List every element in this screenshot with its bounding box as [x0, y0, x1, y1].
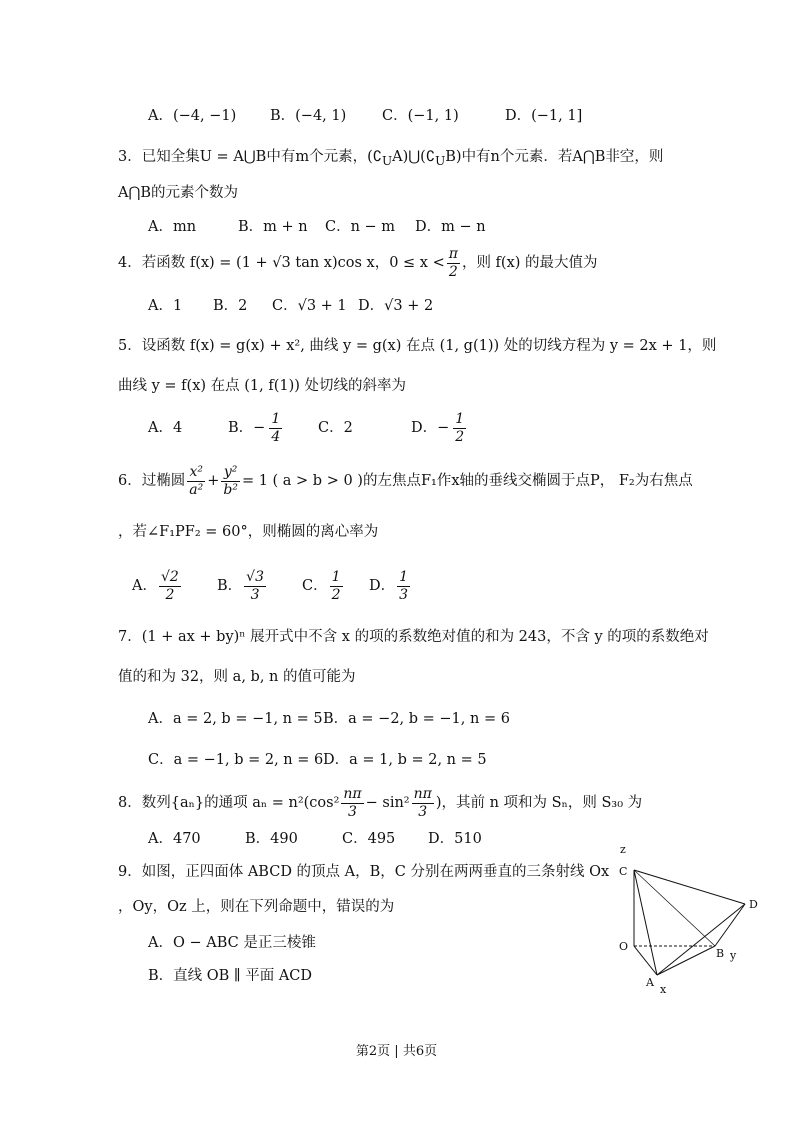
q4-option-c: C．√3 + 1 [272, 298, 347, 314]
q7-option-a: A．a = 2, b = −1, n = 5 [148, 711, 323, 727]
q6-option-c-label: C． [302, 578, 328, 594]
q6-option-d-fraction [397, 569, 410, 604]
q3-option-d: D．m − n [415, 219, 486, 235]
q3-stem-c: B)中有n个元素．若A⋂B非空，则 [445, 149, 664, 165]
q6-option-d [369, 566, 412, 606]
q8-fraction-2-num: nπ [413, 785, 432, 802]
q8-fraction-1-den: 3 [348, 803, 357, 820]
q6-option-d-num: 1 [399, 568, 409, 585]
q4-stem-b: ，则 f(x) 的最大值为 [461, 255, 598, 271]
tetrahedron-diagram [610, 840, 770, 1000]
q4-fraction-den: 2 [448, 263, 458, 280]
label-x: x [660, 983, 667, 996]
q6-fraction-x-num: x² [187, 464, 205, 482]
q5-option-d [411, 410, 468, 446]
q6-fraction-x-den: a² [189, 481, 204, 498]
q3-complement-sub-1: U [381, 153, 393, 168]
q3-stem-a: 3．已知全集U = A⋃B中有m个元素，(∁ [118, 149, 382, 165]
q5-option-a: A．4 [148, 420, 183, 436]
q6-option-d-label: D． [369, 578, 396, 594]
q9-option-a: A．O − ABC 是正三棱锥 [148, 935, 316, 951]
label-b: B [716, 947, 725, 960]
q4-fraction [447, 246, 460, 281]
q5-option-d-num: 1 [455, 410, 465, 427]
q6-option-b [217, 566, 268, 606]
q5-stem-line2: 曲线 y = f(x) 在点 (1, f(1)) 处切线的斜率为 [118, 378, 407, 394]
edge-ad [657, 904, 745, 975]
edge-cd [634, 870, 745, 904]
q9-stem-line2: ，Oy，Oz 上，则在下列命题中，错误的为 [118, 899, 395, 915]
q7-option-d: D．a = 1, b = 2, n = 5 [323, 752, 487, 768]
q7-stem-line2: 值的和为 32，则 a, b, n 的值可能为 [118, 669, 356, 685]
q6-fraction-y-den: b² [223, 481, 238, 498]
q5-stem-line1: 5．设函数 f(x) = g(x) + x², 曲线 y = g(x) 在点 (1, g(1)) 处的切线方程为 y = 2x + 1，则 [118, 338, 717, 354]
q4-stem [118, 245, 598, 281]
q8-stem-pre: 8．数列{aₙ}的通项 aₙ = n²(cos² [118, 795, 340, 811]
q4-option-a: A．1 [148, 298, 183, 314]
q4-stem-a: 4．若函数 f(x) = (1 + √3 tan x)cos x，0 ≤ x < [118, 255, 445, 271]
q6-option-b-den: 3 [250, 586, 260, 603]
q6-option-a-fraction [159, 569, 181, 604]
q3-option-c: C．n − m [325, 219, 396, 235]
q2-option-d: D．(−1, 1] [505, 108, 583, 124]
q5-option-b-den: 4 [271, 428, 281, 445]
q5-option-c: C．2 [318, 420, 353, 436]
q8-option-b: B．490 [245, 831, 298, 847]
label-a: A [646, 976, 654, 989]
q4-option-b: B．2 [213, 298, 248, 314]
q8-option-a: A．470 [148, 831, 201, 847]
q5-option-b-fraction [269, 411, 282, 446]
q5-option-d-den: 2 [455, 428, 465, 445]
q6-stem-post: = 1 ( a > b > 0 )的左焦点F₁作x轴的垂线交椭圆于点P， F₂为右焦点 [241, 473, 693, 489]
q4-fraction-num: π [448, 245, 458, 262]
q3-option-a: A．mn [148, 219, 197, 235]
edge-ab [657, 946, 715, 975]
edge-cb [634, 870, 715, 946]
q6-option-b-fraction [244, 569, 266, 604]
label-d: D [749, 898, 758, 911]
q3-stem-b: A)⋃(∁ [392, 149, 436, 165]
q6-option-a [132, 566, 183, 606]
q6-stem-pre: 6．过椭圆 [118, 473, 186, 489]
q5-option-b-minus: − [253, 420, 266, 436]
q9-option-b: B．直线 OB ∥ 平面 ACD [148, 968, 313, 984]
q6-option-a-label: A． [132, 578, 157, 594]
q6-option-b-label: B． [217, 578, 243, 594]
q8-option-c: C．495 [342, 831, 396, 847]
q6-option-d-den: 3 [399, 586, 409, 603]
q3-stem-line2: A⋂B的元素个数为 [118, 185, 239, 201]
q6-option-c-fraction [330, 569, 343, 604]
q6-fraction-x [187, 464, 205, 499]
q2-option-a: A．(−4, −1) [148, 108, 237, 124]
q6-option-a-num: √2 [160, 568, 179, 585]
q7-option-c: C．a = −1, b = 2, n = 6 [148, 752, 324, 768]
q6-option-c-num: 1 [331, 568, 341, 585]
q6-option-c-den: 2 [331, 586, 341, 603]
q8-fraction-2 [412, 786, 434, 821]
q8-stem-mid: − sin² [365, 795, 410, 811]
label-o: O [619, 940, 629, 953]
q6-stem-line1 [118, 462, 693, 500]
q5-option-b-num: 1 [271, 410, 281, 427]
q6-fraction-y [221, 464, 240, 499]
q6-stem-line2: ，若∠F₁PF₂ = 60°，则椭圆的离心率为 [118, 524, 379, 540]
q7-option-b: B．a = −2, b = −1, n = 6 [323, 711, 510, 727]
q8-option-d: D．510 [428, 831, 482, 847]
q2-option-b: B．(−4, 1) [270, 108, 347, 124]
q3-complement-sub-2: U [435, 153, 446, 168]
q4-option-d: D．√3 + 2 [358, 298, 434, 314]
q5-option-d-minus: − [437, 420, 450, 436]
page-footer: 第2页 | 共6页 [355, 1044, 438, 1059]
q5-option-d-fraction [453, 411, 466, 446]
label-y: y [730, 949, 737, 962]
label-c: C [619, 865, 628, 878]
label-z: z [620, 843, 626, 856]
q8-stem-post: )，其前 n 项和为 Sₙ，则 S₃₀ 为 [435, 795, 643, 811]
q3-stem-line1 [118, 147, 663, 171]
q9-stem-line1: 9．如图，正四面体 ABCD 的顶点 A，B，C 分别在两两垂直的三条射线 Ox [118, 864, 610, 880]
q8-fraction-1-num: nπ [343, 785, 362, 802]
q5-option-d-label: D． [411, 420, 438, 436]
q7-stem-line1: 7．(1 + ax + by)ⁿ 展开式中不含 x 的项的系数绝对值的和为 243，不含 y 的项的系数绝对 [118, 629, 709, 645]
q8-fraction-2-den: 3 [418, 803, 428, 820]
q6-option-a-den: 2 [165, 586, 175, 603]
q6-fraction-y-num: y² [221, 464, 240, 482]
q8-stem [118, 784, 642, 822]
q6-plus: + [207, 473, 220, 489]
q6-option-c [302, 566, 345, 606]
q5-option-b [228, 410, 284, 446]
q3-option-b: B．m + n [238, 219, 308, 235]
q2-option-c: C．(−1, 1) [382, 108, 459, 124]
edge-ca [634, 870, 657, 975]
q6-option-b-num: √3 [246, 568, 264, 585]
q8-fraction-1 [341, 786, 363, 821]
q5-option-b-label: B． [228, 420, 254, 436]
